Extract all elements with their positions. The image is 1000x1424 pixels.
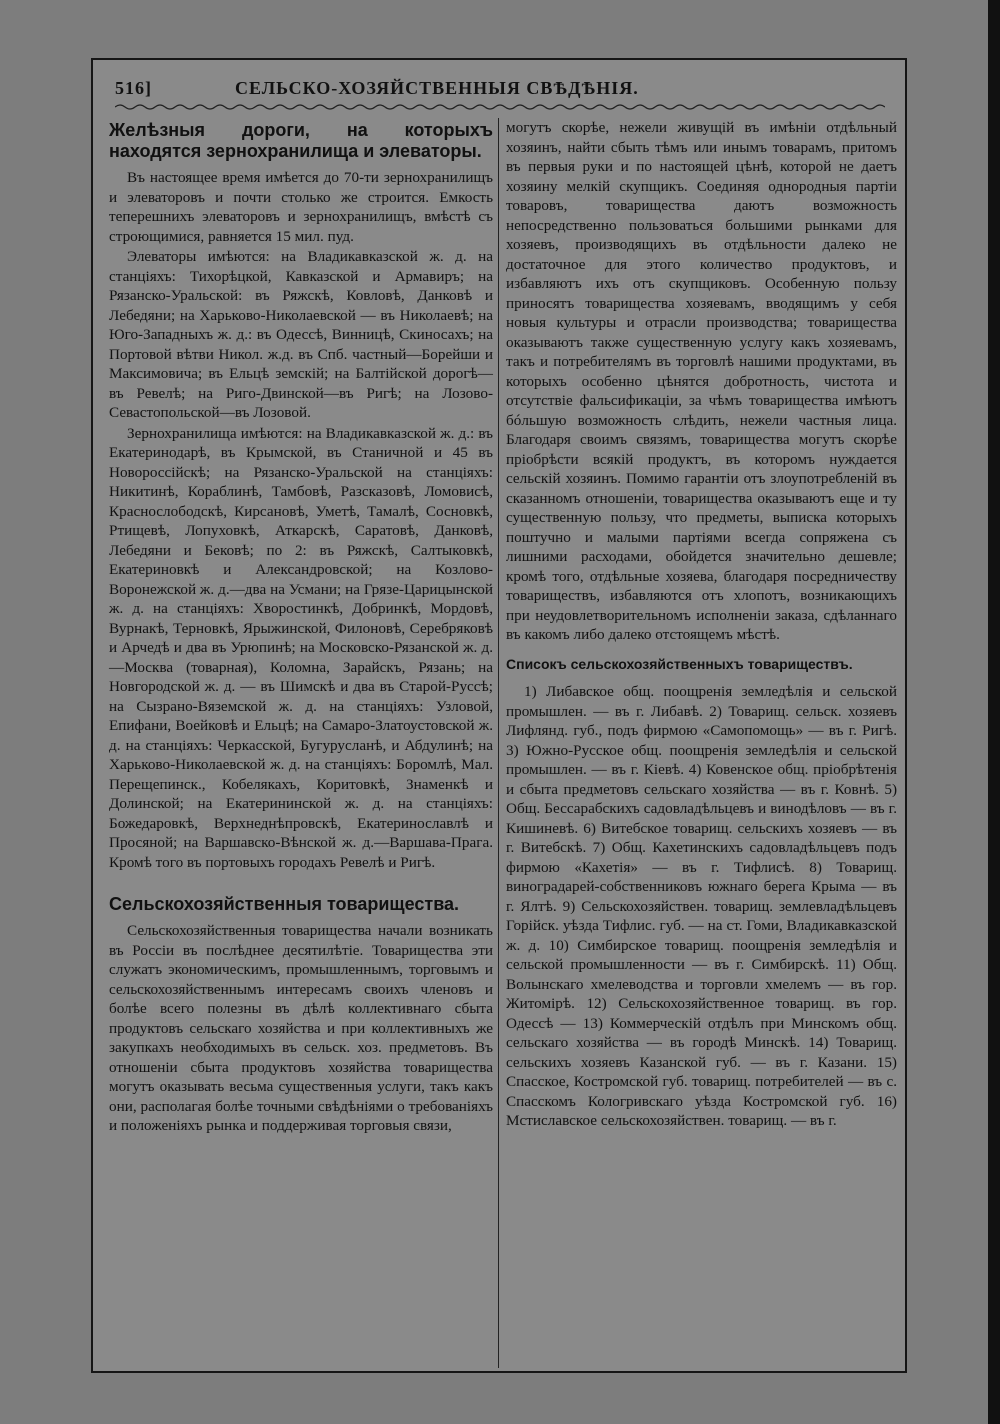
paragraph-intro: Въ настоящее время имѣется до 70-ти зернохранилищъ и элеваторовъ и почти столько же строится. Емкость теперешнихъ элеваторовъ и зернохранилищъ, вмѣстѣ съ строющимися, равняется 15 мил. пуд. [109, 169, 493, 245]
paragraph-granaries: Зернохранилища имѣются: на Владикавказской ж. д.: въ Екатеринодарѣ, въ Крымской, въ Станичной и 45 въ Новороссійскѣ; на Рязанско-Уральской на станціяхъ: Никитинѣ, Кораблинѣ, Тамбовѣ, Разсказовѣ, Ломовисѣ, Краснослободскѣ, Кирсановѣ, Уметѣ, Тамалѣ, Сосновкѣ, Ртищевѣ, Лопуховкѣ, Аткарскѣ, Саратовѣ, Данковѣ, Лебедяни и Бековѣ; по 2: въ Ряжскѣ, Салтыковкѣ, Екатериновкѣ и Александровской; на Козлово-Воронежской ж. д.—два на Усмани; на Грязе-Царицынской ж. д. на станціяхъ: Хворостинкѣ, Добринкѣ, Мордовѣ, Вурнакѣ, Терновкѣ, Ярыжинской, Филоновѣ, Серебряковѣ и Арчедѣ и два въ Урюпинѣ; на Московско-Рязанской ж. д.—Москва (товарная), Коломна, Зарайскъ, Рязань; на Новгородской ж. д. — въ Шимскѣ и два въ Старой-Руссѣ; на Сызрано-Вяземской ж. д. на станціяхъ: Узловой, Епифани, Воейковѣ и Ельцѣ; на Самаро-Златоустовской ж. д. на станціяхъ: Черкасской, Бугурусланѣ, и Абдулинѣ; на Харьково-Николаевской ж. д. на станціяхъ: Боромлѣ, Мал. Перещепинск., Кобелякахъ, Коритовкѣ, Знаменкѣ и Долинской; на Екатерининской ж. д. на станціяхъ: Божедаровкѣ, Верхнеднѣпровскѣ, Екатеринославлѣ и Просяной; на Варшавско-Вѣнской ж. д.—Варшава-Прага. Кромѣ того въ портовыхъ городахъ Ревелѣ и Ригѣ. [109, 424, 493, 871]
running-title: СЕЛЬСКО-ХОЗЯЙСТВЕННЫЯ СВѢДѢНІЯ. [235, 78, 639, 98]
section-heading-partnerships: Сельскохозяйственныя товарищества. [109, 894, 460, 914]
list-heading: Списокъ сельскохозяйственныхъ товариществъ. [506, 655, 853, 672]
column-divider [498, 118, 499, 1368]
page-header [115, 74, 885, 102]
paragraph-partnerships: Сельскохозяйственныя товарищества начали возникать въ Россіи въ послѣднее десятилѣтіе. Товарищества эти служатъ экономическимъ, промышленнымъ, торговымъ и сельскохозяйственнымъ интересамъ своихъ членовъ и болѣе всего полезны въ дѣлѣ коллективнаго сбыта продуктовъ сельскаго хозяйства и при коллективныхъ же закупкахъ необходимыхъ въ сельск. хоз. предметовъ. Въ отношеніи сбыта продуктовъ хозяйства товарищества могутъ оказывать весьма существенныя услуги, такъ какъ они, располагая болѣе точными свѣдѣніями о требованіяхъ и положеніяхъ рынка и поддерживая торговыя связи, [109, 922, 493, 1134]
partnership-list: 1) Либавское общ. поощренія земледѣлія и сельской промышлен. — въ г. Либавѣ. 2) Товарищ. сельск. хозяевъ Лифлянд. губ., подъ фирмою «Самопомощь» — въ г. Ригѣ. 3) Южно-Русское общ. поощренія земледѣлія и сельской промышлен. — въ г. Кіевѣ. 4) Ковенское общ. пріобрѣтенія и сбыта предметовъ сельскаго хозяйства — въ г. Ковнѣ. 5) Общ. Бессарабскихъ садовладѣльцевъ и винодѣловъ — въ г. Кишиневѣ. 6) Витебское товарищ. сельскихъ хозяевъ — въ г. Витебскѣ. 7) Общ. Кахетинскихъ садовладѣльцевъ подъ фирмою «Кахетія» — въ г. Тифлисѣ. 8) Товарищ. виноградарей-собственниковъ южнаго берега Крыма — въ г. Ялтѣ. 9) Сельскохозяйствен. товарищ. землевладѣльцевъ Горійск. уѣзда Тифлис. губ. — на ст. Гоми, Владикавказской ж. д. 10) Симбирское товарищ. поощренія земледѣлія и сельской промышленности — въ г. Симбирскѣ. 11) Общ. Волынскаго хмелеводства и торговли хмелемъ — въ гор. Житомірѣ. 12) Сельскохозяйственное товарищ. въ гор. Одессѣ — 13) Коммерческій отдѣлъ при Минскомъ общ. сельскаго хозяйства — въ городѣ Минскѣ. 14) Товарищ. сельскихъ хозяевъ Казанской губ. — въ г. Казани. 15) Спасское, Костромской губ. товарищ. потребителей — въ с. Спасскомъ Кологривскаго уѣзда Костромской губ. 16) Мстиславское сельскохозяйствен. товарищ. — въ г. [506, 683, 897, 1129]
left-column [109, 118, 493, 1137]
section-heading-railways: Желѣзныя дороги, на которыхъ находятся зернохранилища и элеваторы. [109, 120, 493, 161]
page-number: 516] [115, 78, 152, 98]
right-column [506, 118, 897, 1132]
paragraph-elevators: Элеваторы имѣются: на Владикавказской ж. д. на станціяхъ: Тихорѣцкой, Кавказской и Армавиръ; на Рязанско-Уральской: въ Ряжскѣ, Ковловѣ, Данковѣ и Лебедяни; на Харьково-Николаевской — въ Николаевѣ; на Юго-Западныхъ ж. д.: въ Одессѣ, Винницѣ, Скиносахъ; на Портовой вѣтви Никол. ж.д. въ Спб. частный—Борейши и Максимовича; въ Ельцѣ земскій; на Балтійской дорогѣ—въ Ревелѣ; на Риго-Двинской—въ Ригѣ; на Лозово-Севастопольской—въ Лозовой. [109, 248, 493, 421]
book-page [91, 58, 907, 1373]
scan-edge-bar [988, 0, 1000, 1424]
paragraph-continuation: могутъ скорѣе, нежели живущій въ имѣніи отдѣльный хозяинъ, найти сбыть тѣмъ или инымъ товарамъ, притомъ въ первыя руки и по настоящей цѣнѣ, которой не даетъ хозяину мелкій скупщикъ. Соединяя однородныя партіи товаровъ, товарищества даютъ возможность непосредственно пользоваться большими рынками для хозяевъ, производящихъ въ отдѣльности далеко не достаточное для этого количество продуктовъ, и избавляютъ ихъ отъ скупщиковъ. Особенную пользу приносятъ товарищества хозяевамъ, вводящимъ у себя новыя культуры и отрасли производства; товарищества оказываютъ также существенную услугу какъ хозяевамъ, такъ и потребителямъ въ торговлѣ нашими продуктами, въ которыхъ особенно цѣнятся добротность, чистота и отсутствіе фальсификаціи, за чѣмъ товарищества имѣютъ бóльшую возможность слѣдить, нежели частныя лица. Благодаря своимъ связямъ, товарищества могутъ скорѣе пріобрѣсти всякій продуктъ, въ которомъ нуждается сельскій хозяинъ. Помимо гарантіи отъ злоупотребленій въ сказанномъ отношеніи, товарищества оказываютъ еще и ту существенную пользу, что предметы, выписка которыхъ поштучно и малыми партіями всегда сопряжена съ лишними расходами, обойдется значительно дешевле; кромѣ того, отдѣльные хозяева, благодаря посредничеству товариществъ, избавляются отъ хлопотъ, возникающихъ при неудовлетворительномъ исполненіи заказа, сдѣланнаго въ какомъ либо далеко отстоящемъ мѣстѣ. [506, 119, 897, 643]
header-wavy-rule [115, 103, 885, 111]
